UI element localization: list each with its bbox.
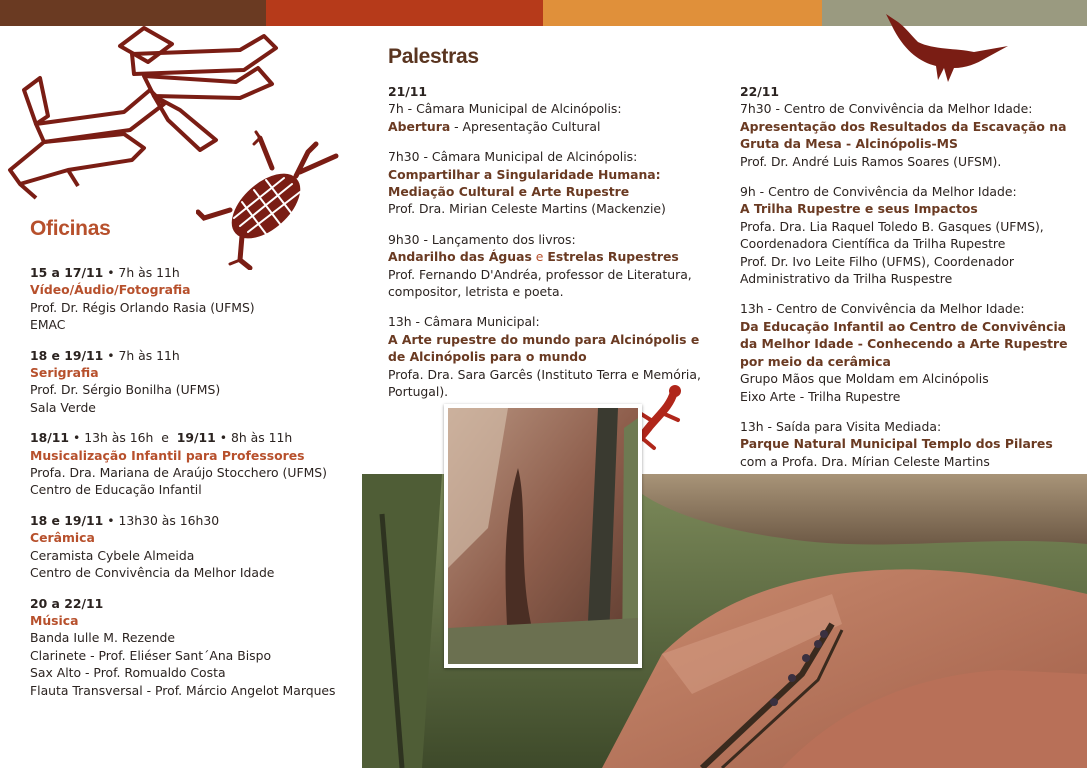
oficina-info: Prof. Dr. Sérgio Bonilha (UFMS): [30, 382, 221, 398]
oficina-item: [30, 264, 360, 334]
oficina-item: [30, 595, 360, 699]
oficina-item: [30, 347, 360, 417]
palestra-item: [388, 313, 708, 400]
oficina-date-2: 19/11: [176, 430, 216, 446]
oficina-info: Prof. Dr. Régis Orlando Rasia (UFMS): [30, 299, 255, 315]
palestra-conj: e: [531, 249, 548, 265]
oficina-date: 18 e 19/11: [30, 512, 104, 528]
palestra-item: [740, 418, 1075, 470]
oficina-info: Banda Iulle M. Rezende: [30, 630, 176, 646]
oficina-info: Sala Verde: [30, 399, 96, 415]
oficina-info: EMAC: [30, 317, 66, 333]
palestra-title: Apresentação dos Resultados da Escavação na: [740, 118, 1067, 134]
oficinas-list: [30, 264, 360, 712]
oficina-date: 18/11: [30, 430, 70, 446]
palestra-time-place: 9h - Centro de Convivência da Melhor Idade:: [740, 184, 1017, 200]
palestra-speaker: Prof. Dr. Ivo Leite Filho (UFMS), Coordenador: [740, 253, 1014, 269]
palestra-title: de Alcinópolis para o mundo: [388, 349, 587, 365]
palestra-speaker: Eixo Arte - Trilha Rupestre: [740, 388, 901, 404]
palestra-title: Andarilho das Águas: [388, 249, 532, 265]
palestra-speaker: Prof. Fernando D'Andréa, professor de Literatura,: [388, 266, 692, 282]
palestra-item: [388, 100, 708, 135]
palestra-speaker: Prof. Dr. André Luis Ramos Soares (UFSM).: [740, 153, 1002, 169]
oficina-info: Sax Alto - Prof. Romualdo Costa: [30, 665, 226, 681]
stripe-red: [266, 0, 543, 26]
palestras-day2: [740, 83, 1075, 483]
palestra-speaker: Prof. Dra. Mirian Celeste Martins (Mackenzie): [388, 201, 666, 217]
oficina-date: 15 a 17/11: [30, 265, 104, 280]
palestras-day1: [388, 83, 708, 414]
oficina-date: 20 a 22/11: [30, 595, 104, 611]
palestra-speaker: Coordenadora Científica da Trilha Rupestre: [740, 236, 1006, 252]
palestra-date: 21/11: [388, 84, 428, 99]
palestra-title: Gruta da Mesa - Alcinópolis-MS: [740, 136, 958, 152]
palestra-speaker: Grupo Mãos que Moldam em Alcinópolis: [740, 371, 989, 387]
palestra-title: Mediação Cultural e Arte Rupestre: [388, 184, 630, 200]
oficina-info: Centro de Educação Infantil: [30, 482, 202, 498]
palestra-time-place: 9h30 - Lançamento dos livros:: [388, 231, 576, 247]
oficina-item: [30, 429, 360, 499]
palestra-title: Abertura: [388, 118, 451, 134]
oficinas-title: Oficinas: [30, 217, 111, 240]
oficina-date: 18 e 19/11: [30, 347, 104, 363]
palestra-speaker: com a Profa. Dra. Mírian Celeste Martins: [740, 453, 990, 469]
palestra-title: por meio da cerâmica: [740, 353, 891, 369]
oficina-info: Profa. Dra. Mariana de Araújo Stocchero (UFMS): [30, 465, 327, 481]
palestra-item: [740, 100, 1075, 170]
oficina-name: Serigrafia: [30, 365, 99, 381]
palestra-date: 22/11: [740, 84, 780, 99]
oficina-item: [30, 512, 360, 582]
palestra-item: [388, 148, 708, 218]
palestra-speaker: Profa. Dra. Lia Raquel Toledo B. Gasques (UFMS),: [740, 218, 1044, 234]
rock-art-turtle-figure: [196, 128, 346, 270]
palestra-title: A Arte rupestre do mundo para Alcinópolis e: [388, 331, 700, 347]
palestra-detail: - Apresentação Cultural: [450, 118, 601, 134]
oficina-info: Clarinete - Prof. Eliéser Sant´Ana Bispo: [30, 647, 272, 663]
palestra-time-place: 7h30 - Centro de Convivência da Melhor Idade:: [740, 101, 1033, 117]
palestra-item: [388, 231, 708, 301]
oficina-name: Música: [30, 612, 79, 628]
palestra-time-place: 7h30 - Câmara Municipal de Alcinópolis:: [388, 149, 638, 165]
palestra-speaker: Profa. Dra. Sara Garcês (Instituto Terra e Memória,: [388, 366, 701, 382]
oficina-info: Flauta Transversal - Prof. Márcio Angelot Marques: [30, 682, 336, 698]
oficina-name: Musicalização Infantil para Professores: [30, 447, 305, 463]
palestra-title: Parque Natural Municipal Templo dos Pilares: [740, 436, 1053, 452]
oficina-time: • 7h às 11h: [103, 265, 180, 280]
oficina-time-2: • 8h às 11h: [215, 430, 293, 446]
rock-art-bird-figure: [876, 8, 1016, 88]
palestra-title: da Melhor Idade - Conhecendo a Arte Rupestre: [740, 336, 1068, 352]
palestra-title: Compartilhar a Singularidade Humana:: [388, 166, 661, 182]
palestra-title: Da Educação Infantil ao Centro de Convivência: [740, 318, 1067, 334]
palestra-time-place: 13h - Câmara Municipal:: [388, 314, 540, 330]
palestras-title: Palestras: [388, 45, 479, 68]
oficina-time: • 7h às 11h: [103, 347, 180, 363]
stripe-orange: [543, 0, 822, 26]
palestra-title: Estrelas Rupestres: [547, 249, 679, 265]
palestra-speaker: Portugal).: [388, 384, 449, 400]
palestra-time-place: 7h - Câmara Municipal de Alcinópolis:: [388, 101, 622, 117]
oficina-info: Ceramista Cybele Almeida: [30, 547, 195, 563]
rock-wall-photo: [444, 404, 642, 668]
oficina-time: • 13h30 às 16h30: [103, 512, 220, 528]
palestra-speaker: compositor, letrista e poeta.: [388, 284, 564, 300]
oficina-info: Centro de Convivência da Melhor Idade: [30, 565, 275, 581]
palestra-time-place: 13h - Centro de Convivência da Melhor Idade:: [740, 301, 1025, 317]
palestra-time-place: 13h - Saída para Visita Mediada:: [740, 418, 942, 434]
oficina-time: • 13h às 16h e: [69, 430, 177, 446]
palestra-item: [740, 183, 1075, 287]
palestra-title: A Trilha Rupestre e seus Impactos: [740, 201, 978, 217]
palestra-item: [740, 300, 1075, 404]
palestra-speaker: Administrativo da Trilha Ruspestre: [740, 271, 953, 287]
oficina-name: Cerâmica: [30, 530, 95, 546]
oficina-name: Vídeo/Áudio/Fotografia: [30, 282, 191, 298]
